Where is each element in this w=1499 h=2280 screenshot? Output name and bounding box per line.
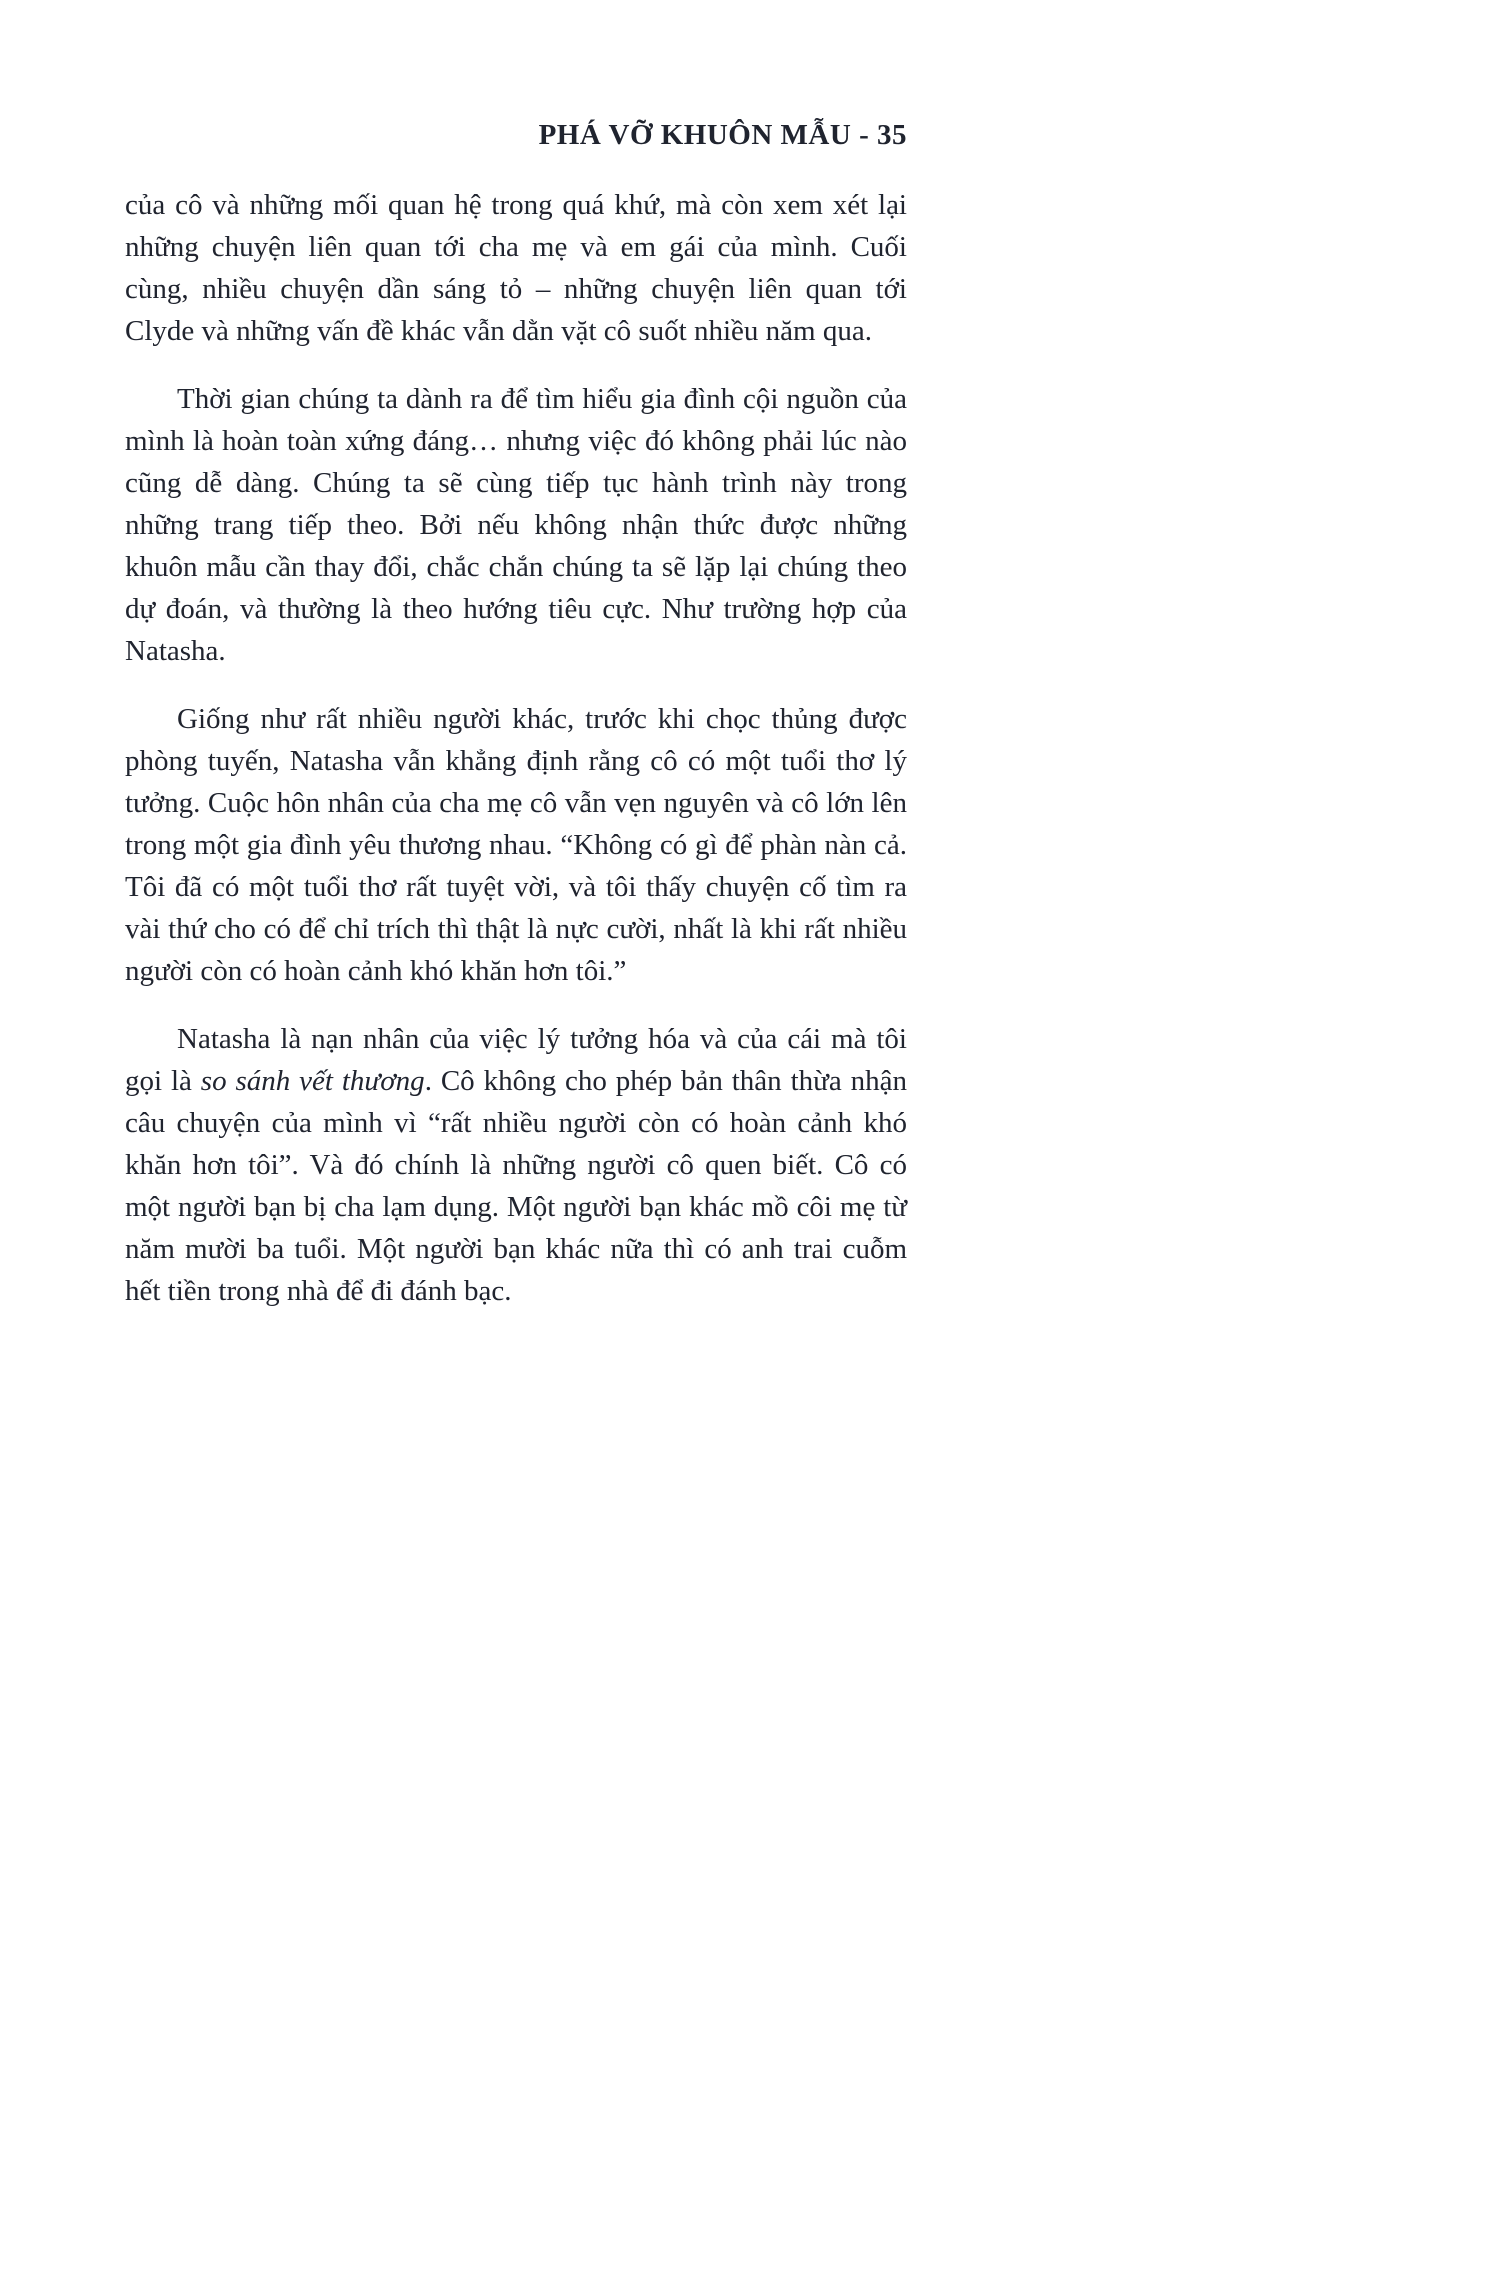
paragraph-1: của cô và những mối quan hệ trong quá khứ, mà còn xem xét lại những chuyện liên quan tới cha mẹ và em gái của mình. Cuối cùng, nhiều chuyện dần sáng tỏ – những chuyện liên quan tới Clyde và những vấn đề khác vẫn dằn vặt cô suốt nhiều năm qua. xyxy=(125,189,907,347)
paragraph-4-text-before: Natasha là nạn nhân của việc lý tưởng hóa và của cái mà tôi gọi là xyxy=(125,1023,907,1097)
paragraph-4 xyxy=(125,1018,907,1312)
page-number: 35 xyxy=(877,119,907,151)
page-content xyxy=(125,184,907,1338)
paragraph-3: Giống như rất nhiều người khác, trước khi chọc thủng được phòng tuyến, Natasha vẫn khẳng định rằng cô có một tuổi thơ lý tưởng. Cuộc hôn nhân của cha mẹ cô vẫn vẹn nguyên và cô lớn lên trong một gia đình yêu thương nhau. “Không có gì để phàn nàn cả. Tôi đã có một tuổi thơ rất tuyệt vời, và tôi thấy chuyện cố tìm ra vài thứ cho có để chỉ trích thì thật là nực cười, nhất là khi rất nhiều người còn có hoàn cảnh khó khăn hơn tôi.” xyxy=(125,703,907,987)
running-head-separator: - xyxy=(851,119,877,151)
running-head-title: PHÁ VỠ KHUÔN MẪU xyxy=(538,119,852,151)
paragraph-4-text-after: . Cô không cho phép bản thân thừa nhận câu chuyện của mình vì “rất nhiều người còn có hoàn cảnh khó khăn hơn tôi”. Và đó chính là những người cô quen biết. Cô có một người bạn bị cha lạm dụng. Một người bạn khác mồ côi mẹ từ năm mười ba tuổi. Một người bạn khác nữa thì có anh trai cuỗm hết tiền trong nhà để đi đánh bạc. xyxy=(125,1065,907,1307)
paragraph-2: Thời gian chúng ta dành ra để tìm hiểu gia đình cội nguồn của mình là hoàn toàn xứng đáng… nhưng việc đó không phải lúc nào cũng dễ dàng. Chúng ta sẽ cùng tiếp tục hành trình này trong những trang tiếp theo. Bởi nếu không nhận thức được những khuôn mẫu cần thay đổi, chắc chắn chúng ta sẽ lặp lại chúng theo dự đoán, và thường là theo hướng tiêu cực. Như trường hợp của Natasha. xyxy=(125,383,907,667)
paragraph-4-italic-term: so sánh vết thương xyxy=(200,1065,425,1097)
running-head xyxy=(125,86,907,185)
